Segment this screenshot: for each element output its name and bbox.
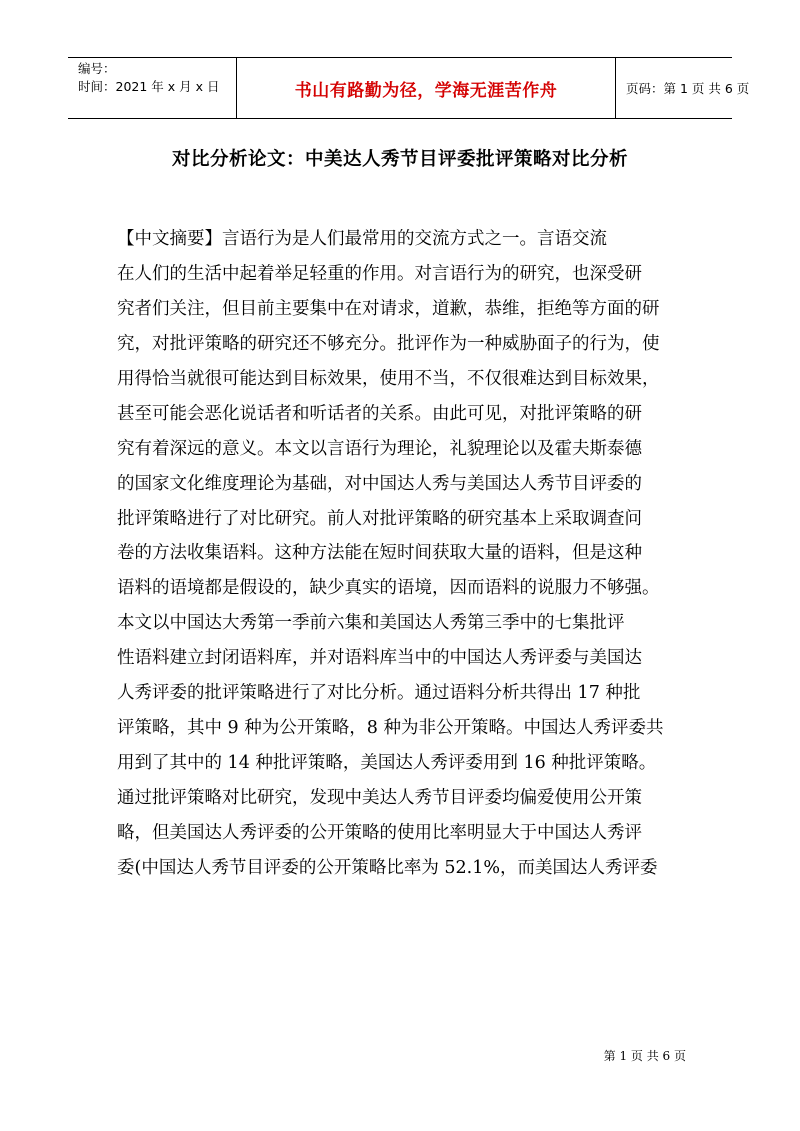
body-line: 究，对批评策略的研究还不够充分。批评作为一种威胁面子的行为，使 — [117, 333, 660, 354]
body-line: 的国家文化维度理论为基础，对中国达人秀与美国达人秀节目评委的 — [117, 473, 642, 494]
header-meta — [68, 58, 236, 118]
body-line: 甚至可能会恶化说话者和听话者的关系。由此可见，对批评策略的研 — [117, 403, 642, 424]
body-line: 用得恰当就很可能达到目标效果，使用不当，不仅很难达到目标效果， — [117, 368, 660, 389]
motto-text: 书山有路勤为径，学海无涯苦作舟 — [294, 80, 558, 101]
body-line: 在人们的生活中起着举足轻重的作用。对言语行为的研究，也深受研 — [117, 263, 642, 284]
body-line: 通过批评策略对比研究，发现中美达人秀节目评委均偏爱使用公开策 — [117, 788, 642, 808]
time-label: 时间：2021 年 x 月 x 日 — [78, 79, 220, 94]
body-line: 卷的方法收集语料。这种方法能在短时间获取大量的语料，但是这种 — [117, 543, 642, 564]
body-line: 究者们关注，但目前主要集中在对请求，道歉，恭维，拒绝等方面的研 — [117, 298, 660, 319]
page-footer: 第 1 页 共 6 页 — [603, 1049, 686, 1063]
page-info: 页码：第 1 页 共 6 页 — [626, 81, 750, 96]
body-line: 批评策略进行了对比研究。前人对批评策略的研究基本上采取调查问 — [117, 508, 642, 529]
body-line: 语料的语境都是假设的，缺少真实的语境，因而语料的说服力不够强。 — [117, 578, 660, 599]
body-line: 本文以中国达大秀第一季前六集和美国达人秀第三季中的七集批评 — [117, 613, 625, 634]
header-motto-cell — [236, 58, 616, 118]
body-line: 人秀评委的批评策略进行了对比分析。通过语料分析共得出 17 种批 — [117, 683, 641, 704]
body-line: 用到了其中的 14 种批评策略，美国达人秀评委用到 16 种批评策略。 — [117, 753, 657, 774]
body-line: 【中文摘要】言语行为是人们最常用的交流方式之一。言语交流 — [117, 229, 607, 249]
document-title: 对比分析论文：中美达人秀节目评委批评策略对比分析 — [171, 149, 628, 170]
body-line: 究有着深远的意义。本文以言语行为理论，礼貌理论以及霍夫斯泰德 — [117, 438, 642, 459]
body-line: 委(中国达人秀节目评委的公开策略比率为 52.1%，而美国达人秀评委 — [117, 857, 658, 878]
abstract-body — [117, 222, 689, 886]
body-line: 略，但美国达人秀评委的公开策略的使用比率明显大于中国达人秀评 — [117, 822, 642, 843]
body-line: 性语料建立封闭语料库，并对语料库当中的中国达人秀评委与美国达 — [117, 648, 642, 669]
number-label: 编号： — [78, 61, 116, 76]
page-header — [68, 57, 750, 119]
body-line: 评策略，其中 9 种为公开策略，8 种为非公开策略。中国达人秀评委共 — [117, 718, 664, 739]
